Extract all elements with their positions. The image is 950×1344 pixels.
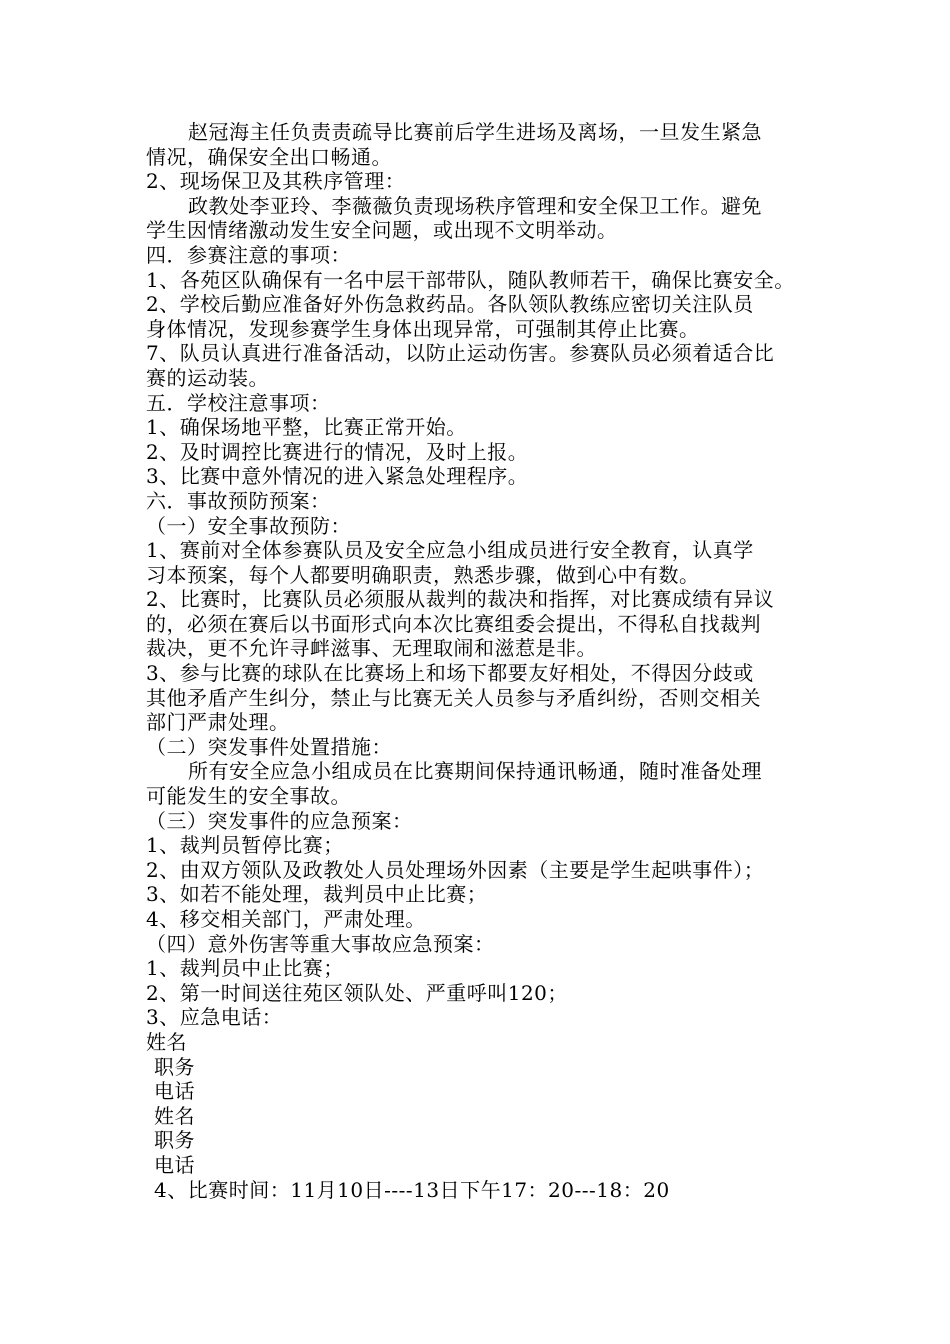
list-item: 3、参与比赛的球队在比赛场上和场下都要友好相处，不得因分歧或: [146, 661, 754, 686]
contact-label-phone: 电话: [154, 1079, 195, 1104]
paragraph-line: 政教处李亚玲、李薇薇负责现场秩序管理和安全保卫工作。避免: [188, 193, 762, 218]
list-item: 2、比赛时，比赛队员必须服从裁判的裁决和指挥，对比赛成绩有异议: [146, 587, 775, 612]
list-item: 2、第一时间送往苑区领队处、严重呼叫120；: [146, 980, 568, 1005]
list-item: 2、学校后勤应准备好外伤急救药品。各队领队教练应密切关注队员: [146, 292, 754, 317]
section-item: 2、现场保卫及其秩序管理：: [146, 169, 406, 194]
paragraph-line: 赵冠海主任负责责疏导比赛前后学生进场及离场，一旦发生紧急: [188, 120, 762, 144]
list-item: 1、赛前对全体参赛队员及安全应急小组成员进行安全教育，认真学: [146, 538, 754, 563]
list-item-continued: 其他矛盾产生纠分，禁止与比赛无关人员参与矛盾纠纷，否则交相关: [146, 685, 761, 710]
list-item-continued: 裁决，更不允许寻衅滋事、无理取闹和滋惹是非。: [146, 636, 597, 661]
list-item: 3、应急电话：: [146, 1005, 283, 1030]
contact-label-name: 姓名: [154, 1103, 195, 1128]
list-item: 2、及时调控比赛进行的情况，及时上报。: [146, 439, 529, 464]
list-item: 2、由双方领队及政教处人员处理场外因素（主要是学生起哄事件）；: [146, 857, 765, 882]
list-item: 3、如若不能处理，裁判员中止比赛；: [146, 882, 488, 907]
list-item-continued: 身体情况，发现参赛学生身体出现异常，可强制其停止比赛。: [146, 316, 700, 341]
list-item: 3、比赛中意外情况的进入紧急处理程序。: [146, 464, 529, 489]
subsection-heading: （一）安全事故预防：: [146, 513, 351, 538]
contact-label-position: 职务: [154, 1054, 195, 1079]
contact-label-position: 职务: [154, 1128, 195, 1153]
paragraph-line: 可能发生的安全事故。: [146, 784, 351, 809]
list-item: 1、裁判员中止比赛；: [146, 956, 344, 981]
match-time: 4、比赛时间：11月10日----13日下午17：20---18：20: [154, 1177, 670, 1202]
subsection-heading: （三）突发事件的应急预案：: [146, 808, 413, 833]
list-item-continued: 的，必须在赛后以书面形式向本次比赛组委会提出，不得私自找裁判: [146, 611, 761, 636]
paragraph-line: 所有安全应急小组成员在比赛期间保持通讯畅通，随时准备处理: [188, 759, 762, 784]
subsection-heading: （四）意外伤害等重大事故应急预案：: [146, 931, 495, 956]
subsection-heading: （二）突发事件处置措施：: [146, 734, 392, 759]
list-item-continued: 习本预案，每个人都要明确职责，熟悉步骤，做到心中有数。: [146, 562, 700, 587]
section-heading: 六．事故预防预案：: [146, 488, 331, 513]
list-item: 1、确保场地平整，比赛正常开始。: [146, 415, 467, 440]
list-item: 4、移交相关部门，严肃处理。: [146, 907, 426, 931]
paragraph-line: 情况，确保安全出口畅通。: [146, 144, 392, 169]
section-heading: 四．参赛注意的事项：: [146, 242, 351, 267]
list-item-continued: 部门严肃处理。: [146, 710, 290, 735]
contact-label-phone: 电话: [154, 1152, 195, 1177]
paragraph-line: 学生因情绪激动发生安全问题，或出现不文明举动。: [146, 218, 618, 243]
list-item: 1、裁判员暂停比赛；: [146, 833, 344, 858]
list-item-continued: 赛的运动装。: [146, 365, 269, 390]
section-heading: 五．学校注意事项：: [146, 390, 331, 415]
contact-label-name: 姓名: [146, 1029, 187, 1054]
document-body: [146, 120, 826, 1202]
list-item: 1、各苑区队确保有一名中层干部带队，随队教师若干，确保比赛安全。: [146, 267, 795, 292]
list-item: 7、队员认真进行准备活动，以防止运动伤害。参赛队员必须着适合比: [146, 341, 775, 366]
